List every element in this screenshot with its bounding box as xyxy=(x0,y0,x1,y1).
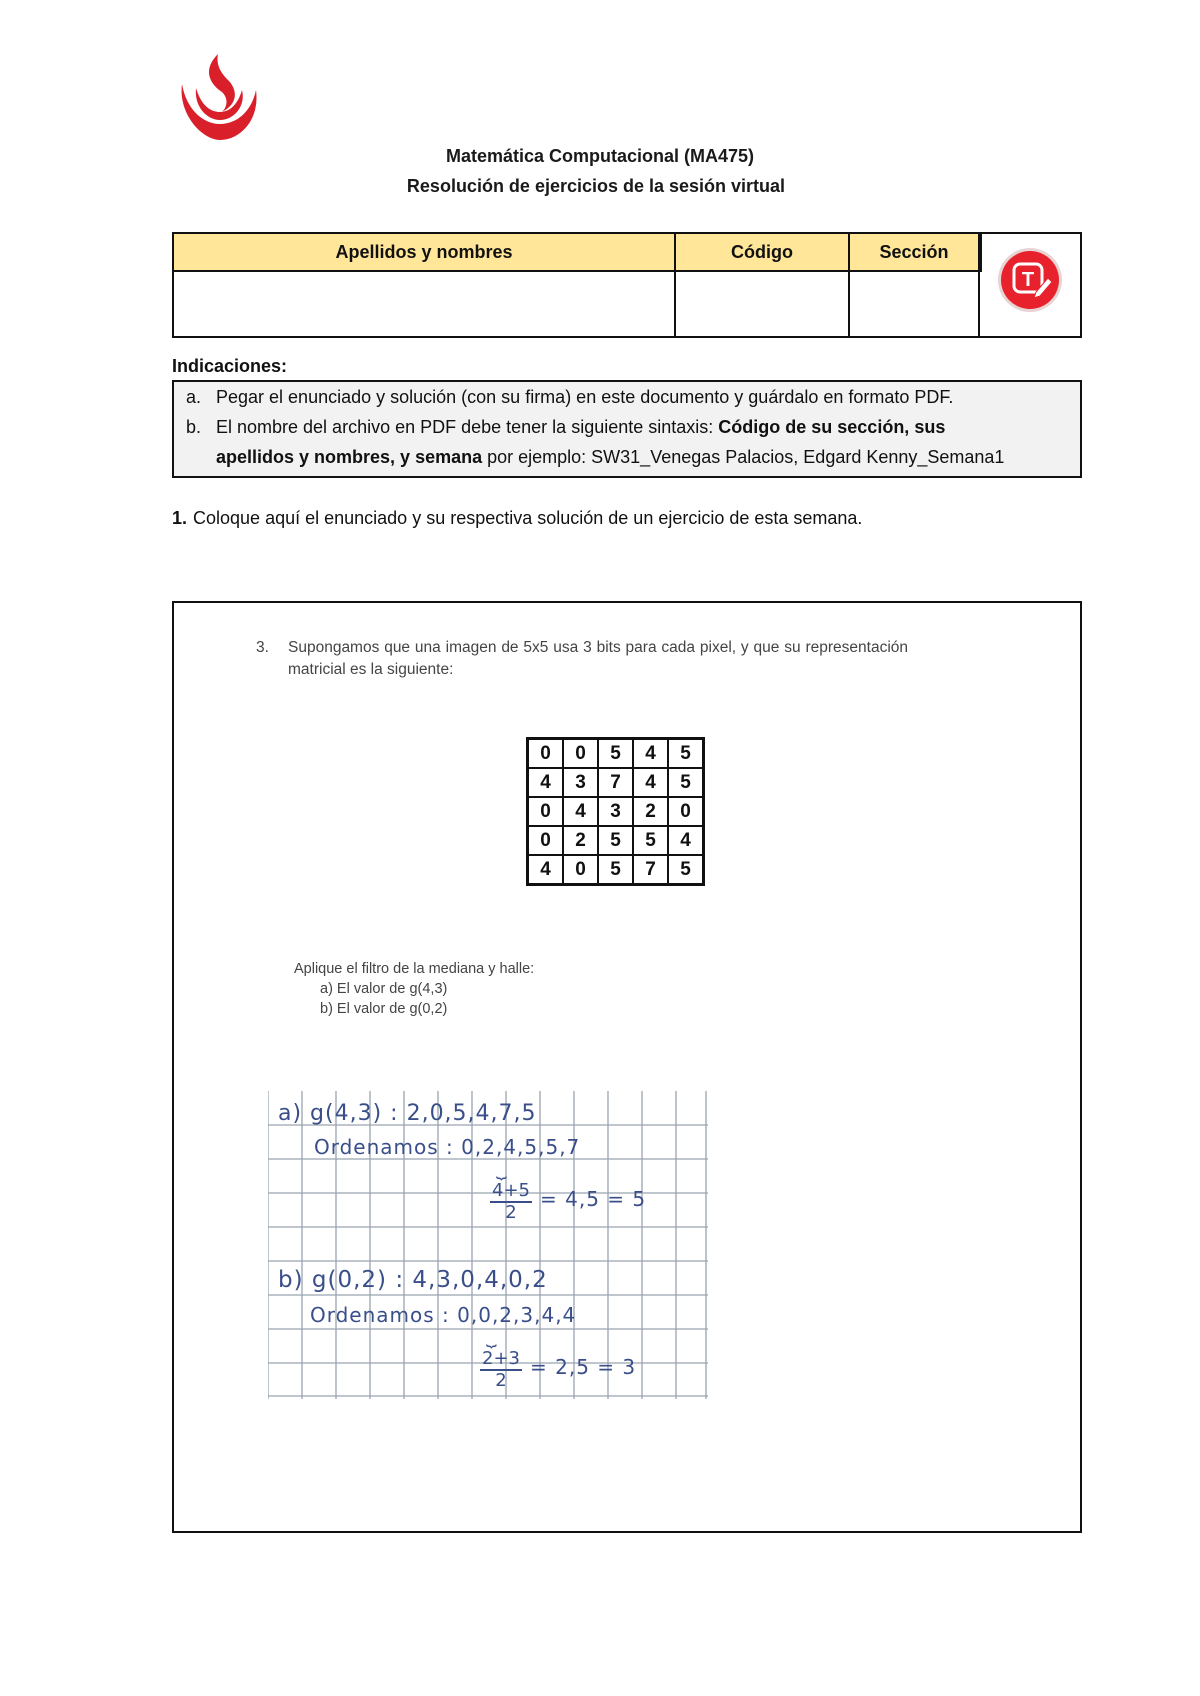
matrix-cell: 5 xyxy=(598,739,633,769)
matrix-row xyxy=(528,797,704,826)
handwritten-b-numerator: 2+3 xyxy=(482,1348,520,1369)
handwritten-b-denominator: 2 xyxy=(495,1370,507,1391)
question-number: 1. xyxy=(172,508,188,528)
indication-a-text: Pegar el enunciado y solución (con su firma) en este documento y guárdalo en formato PDF. xyxy=(216,387,954,407)
document-title: Matemática Computacional (MA475) xyxy=(445,146,755,166)
apply-filter-text: Aplique el filtro de la mediana y halle: xyxy=(294,961,535,977)
indication-b-cont xyxy=(216,442,1004,472)
problem-line-1: Supongamos que una imagen de 5x5 usa 3 bits para cada pixel, y que su representación xyxy=(288,639,908,656)
matrix-cell: 0 xyxy=(528,826,564,855)
matrix-cell: 0 xyxy=(668,797,704,826)
header-names: Apellidos y nombres xyxy=(174,234,676,272)
answer-box xyxy=(172,601,1082,1533)
matrix-cell: 5 xyxy=(668,768,704,797)
item-a: a) El valor de g(4,3) xyxy=(320,981,448,997)
names-field[interactable] xyxy=(174,272,676,336)
matrix-cell: 7 xyxy=(633,855,668,885)
indication-a-marker: a. xyxy=(186,387,202,407)
matrix-cell: 4 xyxy=(668,826,704,855)
matrix-row xyxy=(528,768,704,797)
matrix-row xyxy=(528,739,704,769)
handwritten-b-brace: ⏟ xyxy=(486,1327,497,1347)
header-section: Sección xyxy=(850,234,980,272)
handwritten-a-fraction xyxy=(490,1181,532,1223)
handwritten-a-denominator: 2 xyxy=(505,1202,517,1223)
handwritten-a-brace: ⏟ xyxy=(496,1159,507,1179)
document-subtitle: Resolución de ejercicios de la sesión virtual xyxy=(406,176,786,196)
university-logo xyxy=(172,54,264,142)
matrix-cell: 2 xyxy=(633,797,668,826)
handwritten-a-line-1: a) g(4,3) : 2,0,5,4,7,5 xyxy=(278,1101,537,1126)
matrix-row xyxy=(528,855,704,885)
matrix-cell: 0 xyxy=(563,739,598,769)
matrix-cell: 0 xyxy=(528,797,564,826)
handwritten-a-line-2: Ordenamos : 0,2,4,5,5,7 xyxy=(314,1135,581,1159)
problem-number: 3. xyxy=(256,639,269,656)
matrix-cell: 5 xyxy=(598,826,633,855)
matrix-cell: 4 xyxy=(563,797,598,826)
item-b: b) El valor de g(0,2) xyxy=(320,1001,448,1017)
matrix-cell: 3 xyxy=(563,768,598,797)
matrix-cell: 4 xyxy=(633,739,668,769)
question-text: Coloque aquí el enunciado y su respectiva solución de un ejercicio de esta semana. xyxy=(193,508,863,528)
matrix-cell: 5 xyxy=(598,855,633,885)
handwritten-a-numerator: 4+5 xyxy=(492,1180,530,1201)
indications-title: Indicaciones: xyxy=(172,356,288,376)
indication-a xyxy=(186,382,953,412)
indication-b-text-2: por ejemplo: SW31_Venegas Palacios, Edgard Kenny_Semana1 xyxy=(482,447,1005,467)
matrix-cell: 0 xyxy=(528,739,564,769)
matrix-cell: 4 xyxy=(528,768,564,797)
matrix-cell: 4 xyxy=(633,768,668,797)
handwritten-a-result: = 4,5 = 5 xyxy=(540,1187,647,1211)
matrix-cell: 0 xyxy=(563,855,598,885)
edit-tool-icon xyxy=(996,246,1064,314)
handwritten-b-line-1: b) g(0,2) : 4,3,0,4,0,2 xyxy=(278,1267,548,1293)
handwritten-b-fraction xyxy=(480,1349,522,1391)
pixel-matrix xyxy=(526,737,705,886)
matrix-cell: 4 xyxy=(528,855,564,885)
indication-b-text-1: El nombre del archivo en PDF debe tener la siguiente sintaxis: xyxy=(216,417,719,437)
indication-b-bold-2: apellidos y nombres, y semana xyxy=(216,447,483,467)
matrix-cell: 7 xyxy=(598,768,633,797)
indication-b-bold-1: Código de su sección, sus xyxy=(718,417,946,437)
matrix-cell: 5 xyxy=(668,739,704,769)
matrix-row xyxy=(528,826,704,855)
section-field[interactable] xyxy=(850,272,980,336)
header-code: Código xyxy=(676,234,850,272)
matrix-cell: 2 xyxy=(563,826,598,855)
matrix-cell: 3 xyxy=(598,797,633,826)
matrix-cell: 5 xyxy=(668,855,704,885)
matrix-cell: 5 xyxy=(633,826,668,855)
student-info-table xyxy=(172,232,1082,338)
question-1 xyxy=(172,508,862,529)
indication-b xyxy=(186,412,945,442)
svg-text:T: T xyxy=(1021,269,1035,291)
indication-b-marker: b. xyxy=(186,417,202,437)
handwritten-b-line-2: Ordenamos : 0,0,2,3,4,4 xyxy=(310,1303,577,1327)
problem-line-2: matricial es la siguiente: xyxy=(288,661,454,678)
handwritten-b-result: = 2,5 = 3 xyxy=(530,1355,637,1379)
code-field[interactable] xyxy=(676,272,850,336)
indications-box xyxy=(172,380,1082,478)
